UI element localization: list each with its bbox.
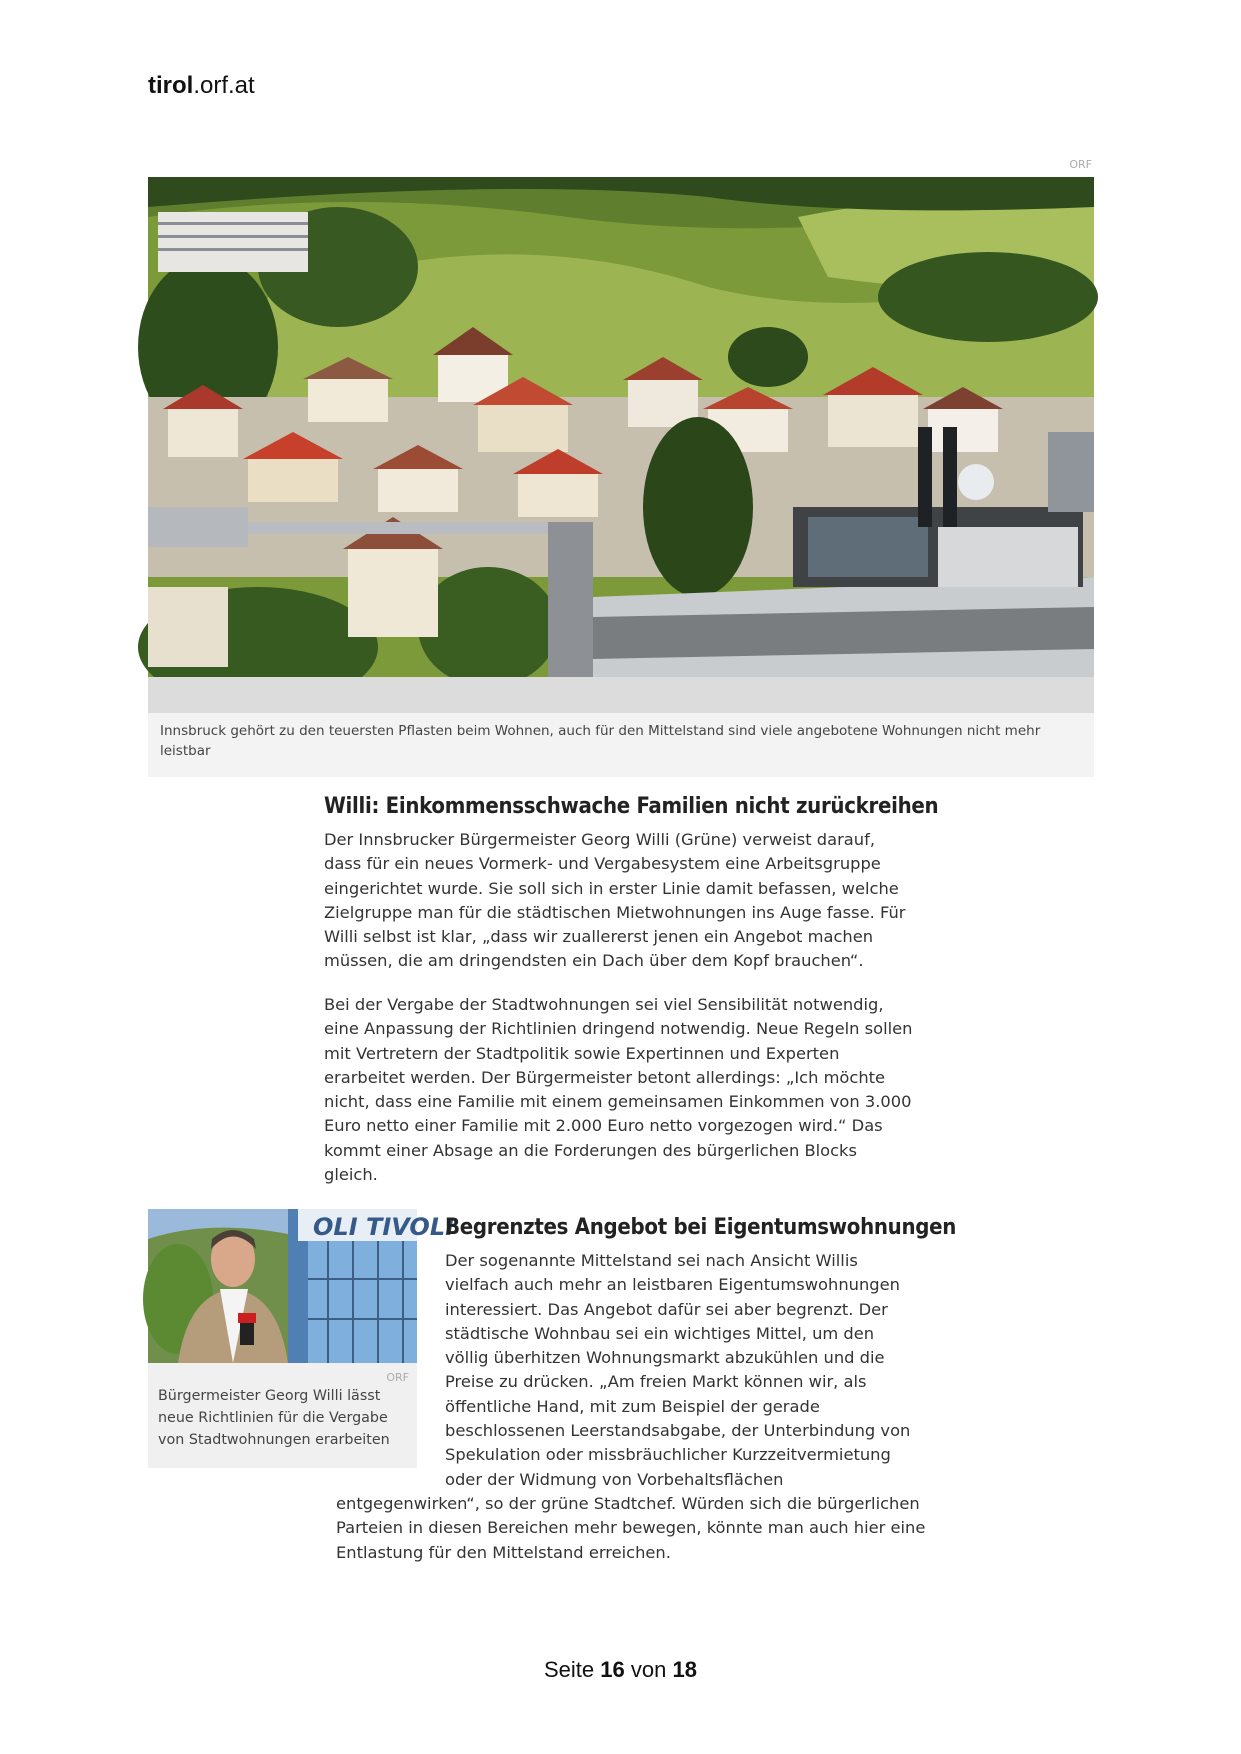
portrait-image	[148, 1209, 455, 1363]
section-heading-eigentum: Begrenztes Angebot bei Eigentumswohnungen	[445, 1215, 957, 1240]
portrait-caption-text: Bürgermeister Georg Willi lässt neue Richtlinien für die Vergabe von Stadtwohnungen erarbeiten	[158, 1388, 390, 1448]
site-logo[interactable]	[148, 72, 255, 100]
hero-image-caption: Innsbruck gehört zu den teuersten Pflasten beim Wohnen, auch für den Mittelstand sind viele angebotene Wohnungen nicht mehr leistbar	[148, 713, 1094, 777]
footer-total-pages: 18	[672, 1657, 697, 1682]
site-logo-rest: .orf.at	[193, 72, 255, 99]
footer-page-number: 16	[600, 1657, 625, 1682]
body-paragraph: Der Innsbrucker Bürgermeister Georg Willi (Grüne) verweist darauf, dass für ein neues Vormerk- und Vergabesystem eine Arbeitsgruppe eingerichtet wurde. Sie soll sich in erster Linie damit befassen, welche Zielgruppe man für die städtischen Mietwohnungen ins Auge fasse. Für Willi selbst ist klar, „dass wir zuallererst jenen ein Angebot machen müssen, die am dringendsten ein Dach über dem Kopf brauchen“.	[324, 830, 906, 971]
hero-image-credit: ORF	[1069, 158, 1092, 171]
site-logo-bold: tirol	[148, 72, 194, 99]
body-paragraph-continued: entgegenwirken“, so der grüne Stadtchef. Würden sich die bürgerlichen Parteien in diesen Bereichen mehr bewegen, könnte man auch hier eine Entlastung für den Mittelstand erreichen.	[336, 1494, 926, 1562]
body-paragraph-wrapped: Der sogenannte Mittelstand sei nach Ansicht Willis vielfach auch mehr an leistbaren Eigentumswohnungen interessiert. Das Angebot dafür sei aber begrenzt. Der städtische Wohnbau sei ein wichtiges Mittel, um den völlig überhitzen Wohnungsmarkt abzukühlen und die Preise zu drücken. „Am freien Markt können wir, als öffentliche Hand, mit zum Beispiel der gerade beschlossenen Leerstandsabgabe, der Unterbindung von Spekulation oder missbräuchlicher Kurzzeitvermietung oder der Widmung von Vorbehaltsflächen	[445, 1251, 911, 1489]
footer-prefix: Seite	[544, 1657, 595, 1682]
footer-separator: von	[630, 1657, 667, 1682]
innsbruck-hillside-photo	[148, 177, 1094, 713]
portrait-caption	[148, 1363, 417, 1468]
body-paragraph: Bei der Vergabe der Stadtwohnungen sei viel Sensibilität notwendig, eine Anpassung der Richtlinien dringend notwendig. Neue Regeln sollen mit Vertretern der Stadtpolitik sowie Expertinnen und Experten erarbeitet werden. Der Bürgermeister betont allerdings: „Ich möchte nicht, dass eine Familie mit einem gemeinsamen Einkommen von 3.000 Euro netto einer Familie mit 2.000 Euro netto vorgezogen wird.“ Das kommt einer Absage an die Forderungen des bürgerlichen Blocks gleich.	[324, 995, 913, 1185]
tivoli-sign: OLI TIVOLI	[313, 1213, 455, 1241]
portrait-image-credit: ORF	[386, 1371, 409, 1384]
section-heading-willi: Willi: Einkommensschwache Familien nicht zurückreihen	[324, 794, 939, 819]
hero-image	[148, 177, 1094, 713]
mayor-portrait-photo	[148, 1209, 455, 1363]
page-footer	[0, 1657, 1241, 1683]
